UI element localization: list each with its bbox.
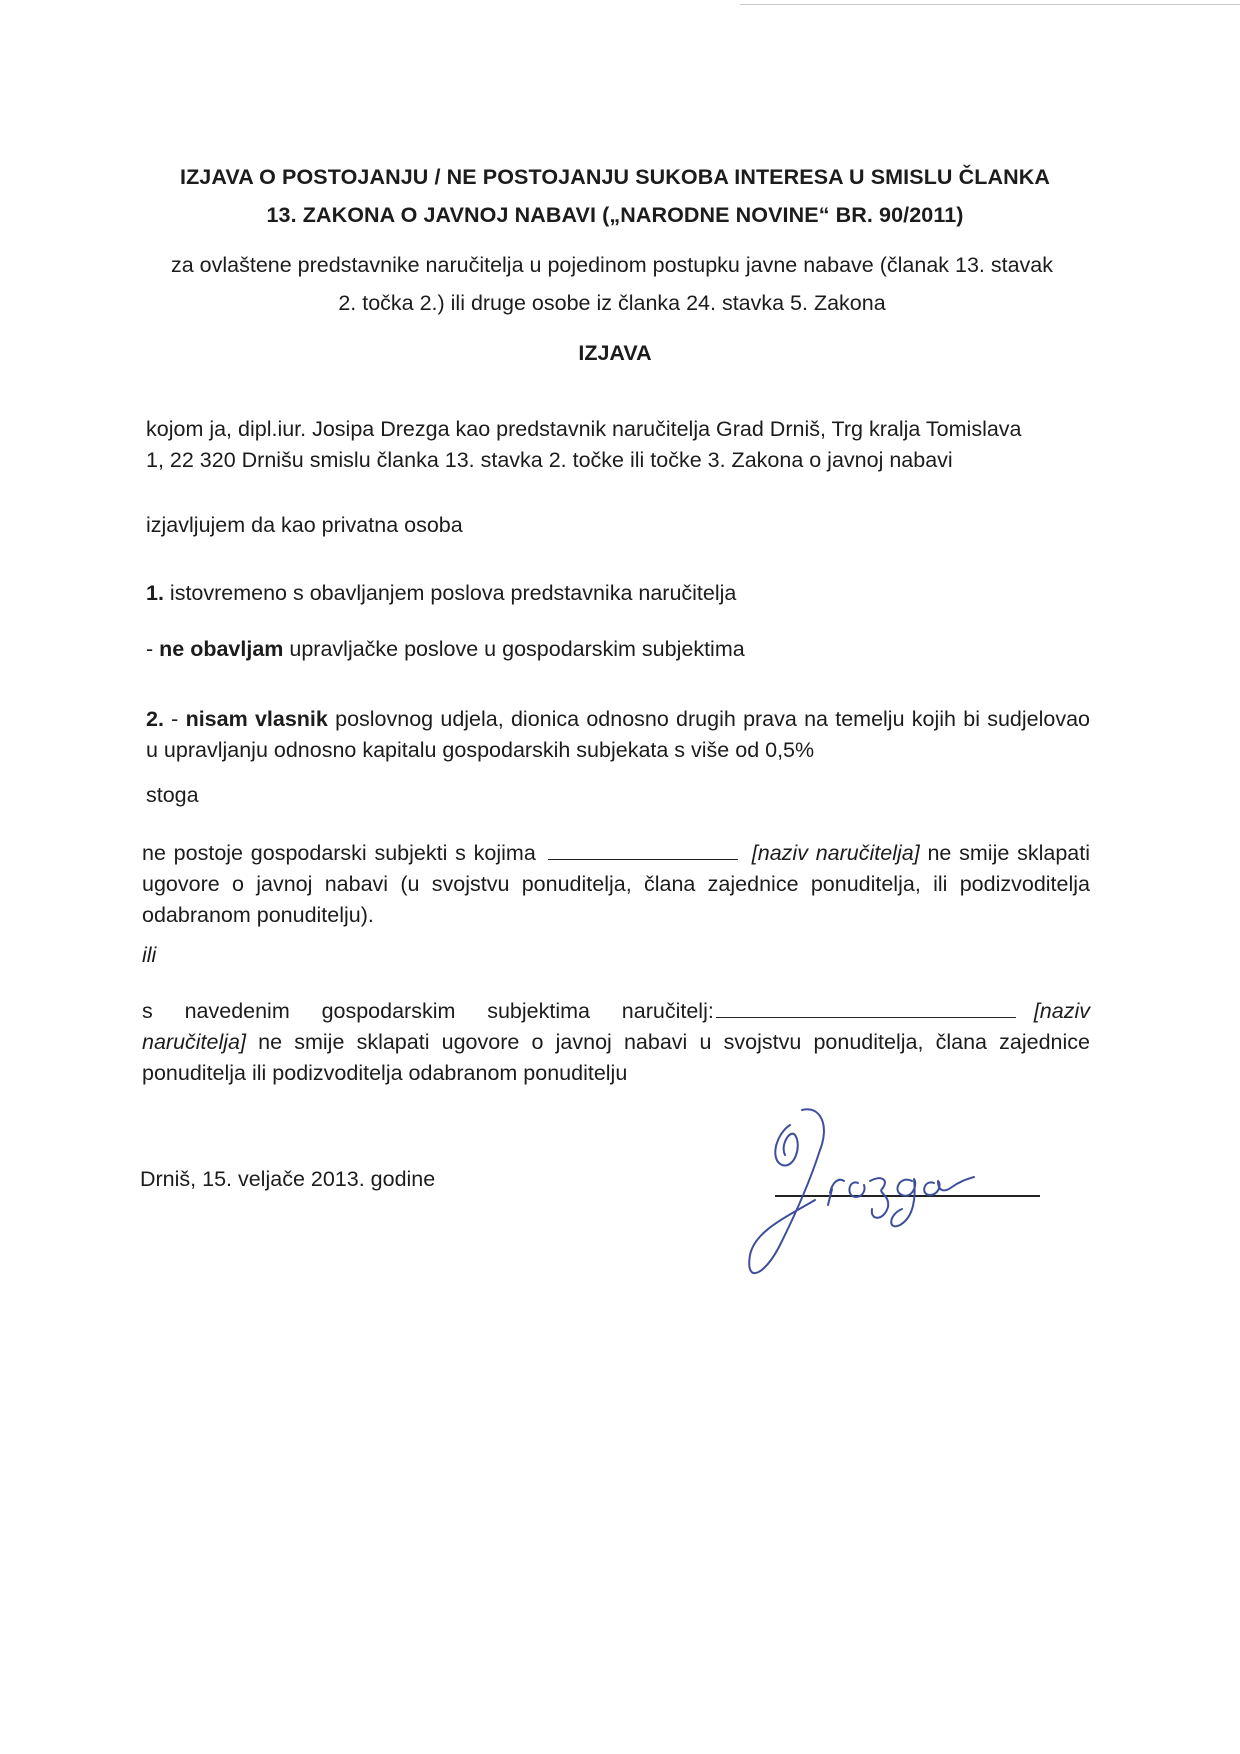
option-1-placeholder: [naziv naručitelja] [751,841,920,865]
item-1-paragraph [146,578,1096,609]
item-2-text: poslovnog udjela, dionica odnosno drugih prava na temelju kojih bi sudjelovao u upravljanju odnosno kapitalu gospodarskih subjekata s više od 0,5% [146,707,1090,762]
subtitle-line-1: za ovlaštene predstavnike naručitelja u pojedinom postupku javne nabave (članak 13. stavak [170,253,1054,277]
option-2-before: s navedenim gospodarskim subjektima naručitelj: [142,999,714,1023]
private-person-paragraph: izjavljujem da kao privatna osoba [146,513,463,537]
title-line-1: IZJAVA O POSTOJANJU / NE POSTOJANJU SUKOBA INTERESA U SMISLU ČLANKA [180,165,1050,189]
option-1-before: ne postoje gospodarski subjekti s kojima [142,841,536,865]
option-2-after: ne smije sklapati ugovore o javnoj nabavi u svojstvu ponuditelja, člana zajednice ponuditelja ili podizvoditelja odabranom ponuditelju [142,1030,1090,1085]
item-1-sub-bold: ne obavljam [159,637,284,661]
item-2-paragraph [146,704,1090,766]
item-1-text: istovremeno s obavljanjem poslova predstavnika naručitelja [163,581,737,605]
option-1-after: ne smije sklapati ugovore o javnoj nabavi (u svojstvu ponuditelja, člana zajednice ponuditelja, ili podizvoditelja odabranom ponuditelju). [142,841,1090,927]
scan-edge-line [740,4,1240,5]
ili-paragraph: ili [142,943,157,967]
item-1-sub-text: upravljačke poslove u gospodarskim subjektima [283,637,745,661]
item-1-sub-dash: - [146,637,160,661]
intro-line-1: kojom ja, dipl.iur. Josipa Drezga kao predstavnik naručitelja Grad Drniš, Trg kralja Tomislava [146,417,1022,441]
item-2-bold: nisam vlasnik [185,707,328,731]
option-2-blank-field[interactable] [716,999,1016,1018]
stoga-paragraph: stoga [146,783,199,807]
document-title [150,158,1080,234]
statement-heading: IZJAVA [578,341,652,365]
date-line: Drniš, 15. veljače 2013. godine [140,1167,436,1191]
intro-paragraph [146,414,1090,476]
intro-line-2: 1, 22 320 Drnišu smislu članka 13. stavka 2. točke ili točke 3. Zakona o javnoj nabavi [146,448,953,472]
option-1-blank-field[interactable] [548,841,738,860]
option-2-paragraph [142,996,1090,1089]
item-1-number: 1. [146,581,164,605]
handwritten-signature [720,1105,1050,1285]
document-subtitle [142,246,1082,322]
option-2-placeholder: [naziv naručitelja] [142,999,1090,1054]
option-1-paragraph [142,838,1090,931]
item-2-number: 2. [146,707,164,731]
title-line-2: 13. ZAKONA O JAVNOJ NABAVI („NARODNE NOVINE“ BR. 90/2011) [266,203,964,227]
subtitle-line-2: 2. točka 2.) ili druge osobe iz članka 24. stavka 5. Zakona [338,291,886,315]
item-1-sub-paragraph [146,634,1096,665]
item-2-dash: - [163,707,186,731]
